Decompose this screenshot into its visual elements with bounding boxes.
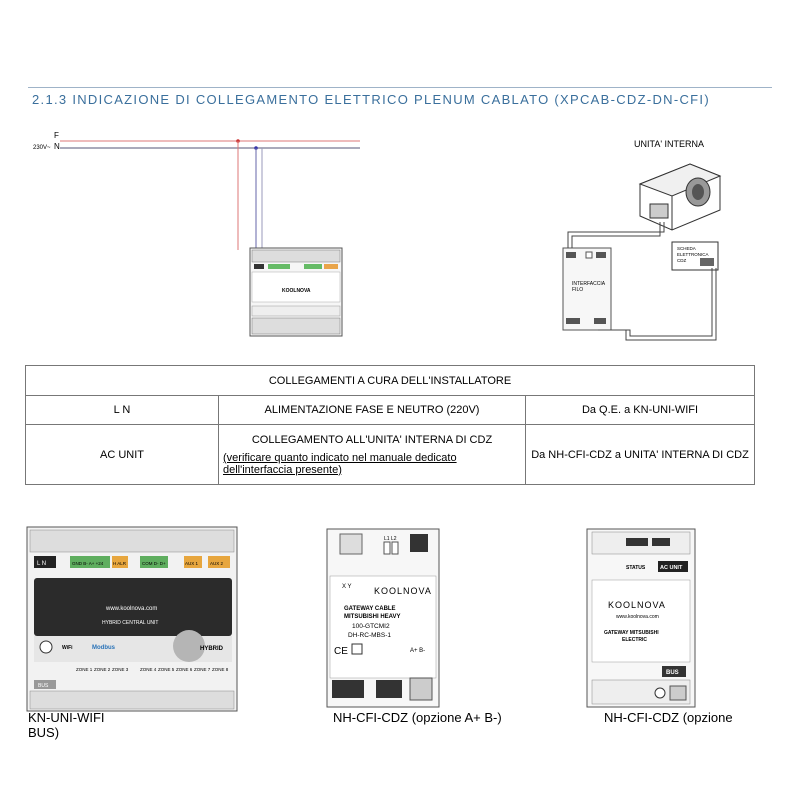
device1-website: www.koolnova.com <box>106 606 158 612</box>
svg-text:GATEWAY CABLE: GATEWAY CABLE <box>344 606 396 612</box>
table-cell: AC UNIT <box>26 425 219 485</box>
svg-text:STATUS: STATUS <box>626 565 646 571</box>
table-cell-note: (verificare quanto indicato nel manuale dedicato dell'interfaccia presente) <box>223 451 457 476</box>
table-cell <box>219 425 526 485</box>
svg-text:www.koolnova.com: www.koolnova.com <box>616 614 659 620</box>
top-rule <box>28 87 772 88</box>
svg-text:WiFi: WiFi <box>62 645 73 651</box>
controller-brand: KOOLNOVA <box>282 288 311 294</box>
cable-3 <box>598 268 712 336</box>
cable-2 <box>572 222 660 248</box>
svg-text:100-GTCMI2: 100-GTCMI2 <box>352 623 390 630</box>
device1-name: HYBRID CENTRAL UNIT <box>102 620 159 626</box>
device-gateway-electric <box>586 528 696 708</box>
svg-text:Modbus: Modbus <box>92 645 115 651</box>
interfaccia-module <box>563 248 611 330</box>
svg-text:X Y: X Y <box>342 584 352 590</box>
svg-text:SCHEDA: SCHEDA <box>677 246 696 251</box>
device3-brand: KOOLNOVA <box>608 600 666 610</box>
label-n: N <box>54 142 60 151</box>
cable-1 <box>568 222 664 248</box>
svg-text:ZONE 5: ZONE 5 <box>158 667 175 672</box>
caption-device1-line2: BUS) <box>28 725 60 740</box>
indoor-unit <box>640 164 720 230</box>
svg-text:BUS: BUS <box>38 683 49 689</box>
svg-text:A+ B-: A+ B- <box>410 648 426 654</box>
caption-device1-line1: KN-UNI-WIFI <box>28 710 105 725</box>
svg-text:DH-RC-MBS-1: DH-RC-MBS-1 <box>348 632 391 639</box>
svg-text:H ALR: H ALR <box>113 561 127 566</box>
svg-text:ZONE 7: ZONE 7 <box>194 667 211 672</box>
caption-device2: NH-CFI-CDZ (opzione A+ B-) <box>333 710 502 725</box>
wiring-diagram <box>0 120 800 350</box>
caption-device3: NH-CFI-CDZ (opzione <box>604 710 733 725</box>
svg-text:ZONE 2: ZONE 2 <box>94 667 111 672</box>
svg-text:ELETTRONICA: ELETTRONICA <box>677 252 709 257</box>
svg-text:FILO: FILO <box>572 287 584 293</box>
svg-text:BUS: BUS <box>666 670 679 676</box>
svg-text:AUX 1: AUX 1 <box>185 561 199 566</box>
svg-text:ZONE 8: ZONE 8 <box>212 667 229 672</box>
device-kn-uni-wifi <box>26 526 238 712</box>
svg-text:COM D- D+: COM D- D+ <box>142 561 166 566</box>
svg-text:ZONE 6: ZONE 6 <box>176 667 193 672</box>
svg-text:ZONE 1: ZONE 1 <box>76 667 93 672</box>
zone-labels <box>76 667 229 672</box>
label-voltage: 230V~ <box>33 145 51 151</box>
svg-text:GND B- A+ +24: GND B- A+ +24 <box>72 561 104 566</box>
svg-text:L N: L N <box>37 561 47 567</box>
svg-text:ZONE 4: ZONE 4 <box>140 667 157 672</box>
svg-text:MITSUBISHI HEAVY: MITSUBISHI HEAVY <box>344 614 401 620</box>
device1-hybrid: HYBRID <box>200 646 224 652</box>
svg-text:INTERFACCIA: INTERFACCIA <box>572 281 606 287</box>
svg-text:AC UNIT: AC UNIT <box>660 565 683 571</box>
controller-module <box>250 248 342 336</box>
svg-text:ELECTRIC: ELECTRIC <box>622 637 647 643</box>
table-cell: Da NH-CFI-CDZ a UNITA' INTERNA DI CDZ <box>526 425 755 485</box>
table-cell: ALIMENTAZIONE FASE E NEUTRO (220V) <box>219 396 526 425</box>
svg-text:AUX 2: AUX 2 <box>210 561 224 566</box>
connection-table <box>25 365 755 485</box>
svg-text:CE: CE <box>334 646 348 657</box>
svg-text:ZONE 3: ZONE 3 <box>112 667 129 672</box>
device2-brand: KOOLNOVA <box>374 586 432 596</box>
table-cell: L N <box>26 396 219 425</box>
indoor-unit-label: UNITA' INTERNA <box>634 139 705 149</box>
cable-4 <box>602 268 716 340</box>
table-cell-title: COLLEGAMENTO ALL'UNITA' INTERNA DI CDZ <box>251 433 493 446</box>
section-heading: 2.1.3 INDICAZIONE DI COLLEGAMENTO ELETTRICO PLENUM CABLATO (XPCAB-CDZ-DN-CFI) <box>32 92 710 107</box>
svg-text:GATEWAY MITSUBISHI: GATEWAY MITSUBISHI <box>604 630 659 636</box>
device-gateway-heavy <box>326 528 440 708</box>
svg-text:CDZ: CDZ <box>677 258 687 263</box>
table-cell: Da Q.E. a KN-UNI-WIFI <box>526 396 755 425</box>
svg-text:L1 L2: L1 L2 <box>384 536 397 542</box>
label-f: F <box>54 131 59 140</box>
table-header: COLLEGAMENTI A CURA DELL'INSTALLATORE <box>26 366 755 396</box>
